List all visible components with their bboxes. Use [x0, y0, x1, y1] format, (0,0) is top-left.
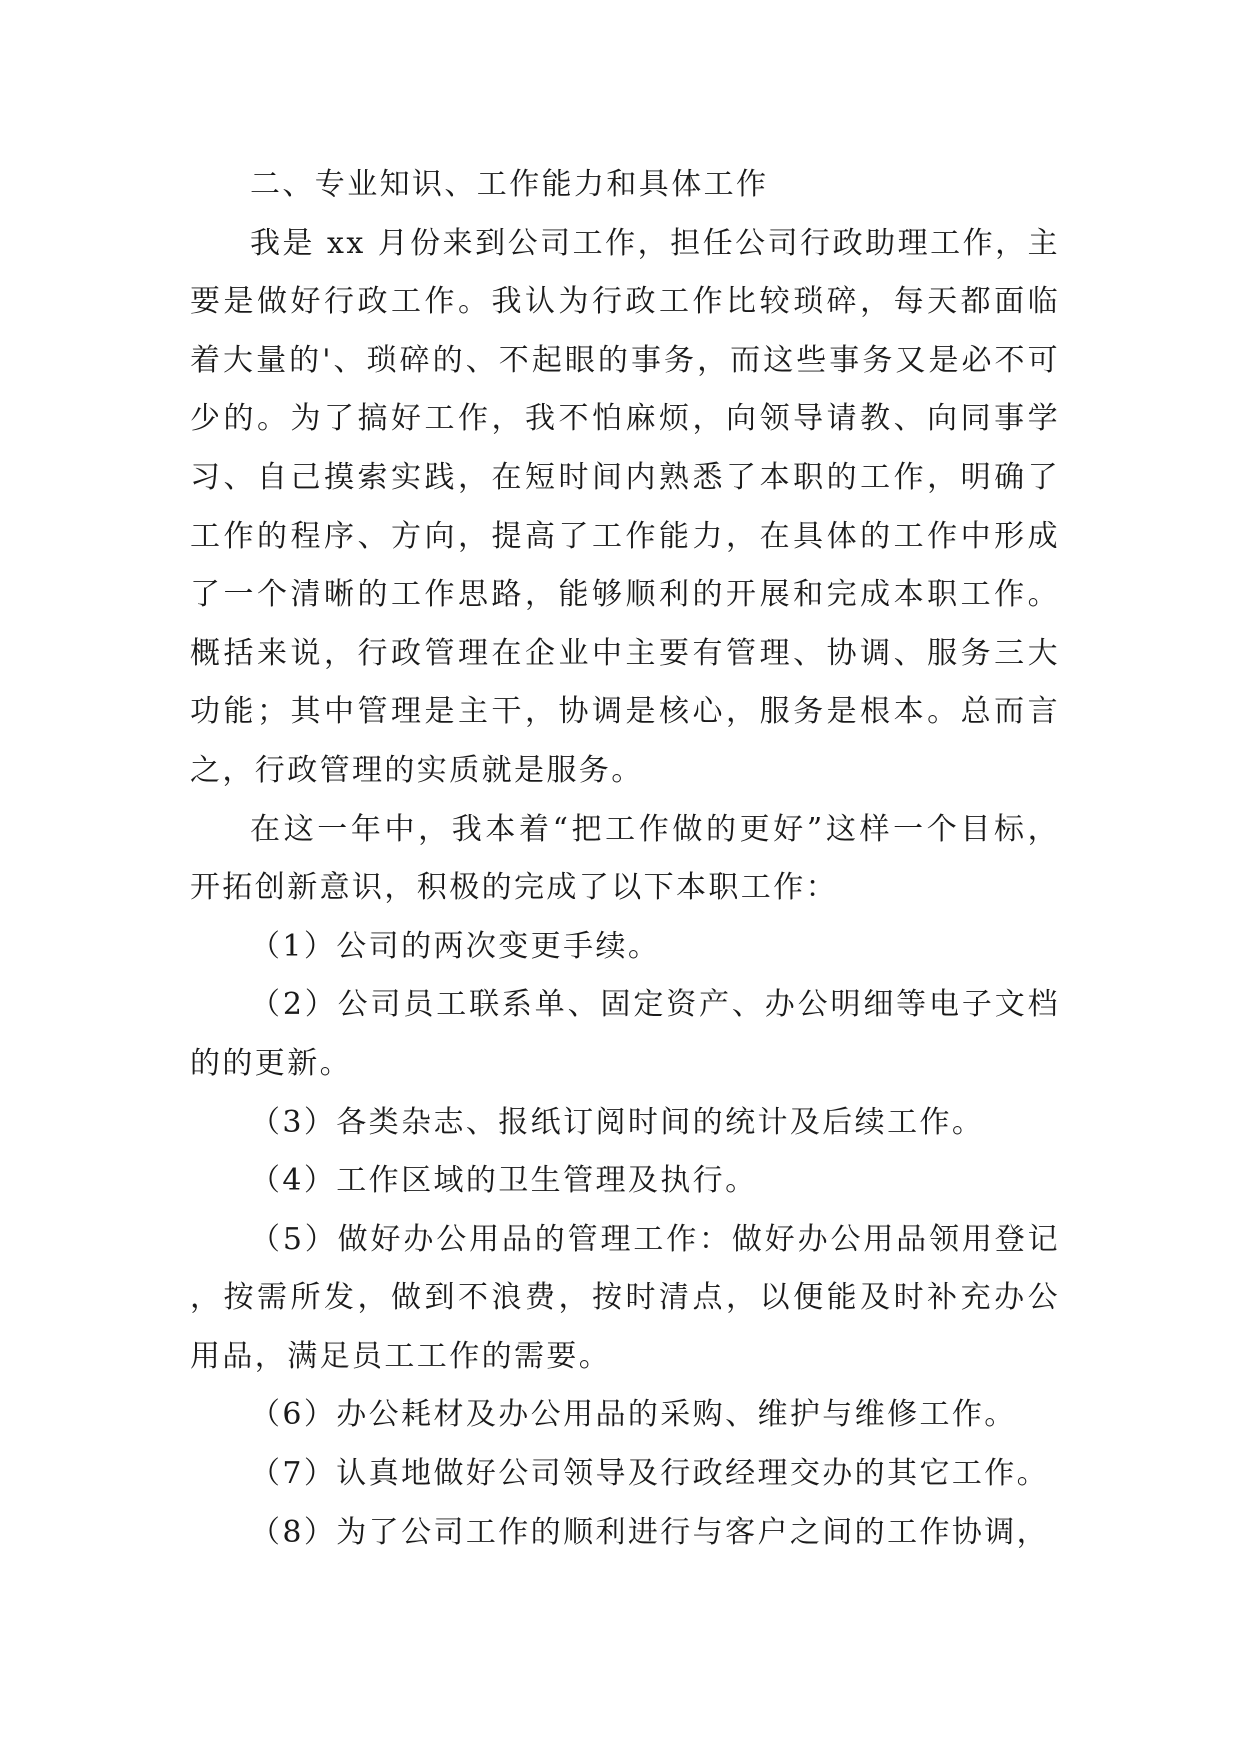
list-item-7: （7）认真地做好公司领导及行政经理交办的其它工作。	[250, 1456, 1050, 1492]
list-item-6: （6）办公耗材及办公用品的采购、维护与维修工作。	[250, 1397, 1017, 1433]
list-item-2: （2）公司员工联系单、固定资产、办公明细等电子文档的的更新。	[190, 987, 1060, 1081]
list-item-3: （3）各类杂志、报纸订阅时间的统计及后续工作。	[250, 1104, 985, 1140]
section-heading: 二、专业知识、工作能力和具体工作	[250, 167, 769, 202]
list-item-1: （1）公司的两次变更手续。	[250, 928, 661, 964]
paragraph-goal: 在这一年中，我本着“把工作做的更好”这样一个目标，开拓创新意识，积极的完成了以下本职工作：	[190, 811, 1060, 906]
paragraph-intro: 我是 xx 月份来到公司工作，担任公司行政助理工作，主要是做好行政工作。我认为行政工作比较琐碎，每天都面临着大量的'、琐碎的、不起眼的事务，而这些事务又是必不可少的。为了搞好工作，我不怕麻烦，向领导请教、向同事学习、自己摸索实践，在短时间内熟悉了本职的工作，明确了工作的程序、方向，提高了工作能力，在具体的工作中形成了一个清晰的工作思路，能够顺利的开展和完成本职工作。概括来说，行政管理在企业中主要有管理、协调、服务三大功能；其中管理是主干，协调是核心，服务是根本。总而言之，行政管理的实质就是服务。	[190, 225, 1060, 788]
list-item-5: （5）做好办公用品的管理工作：做好办公用品领用登记，按需所发，做到不浪费，按时清点，以便能及时补充办公用品，满足员工工作的需要。	[190, 1221, 1060, 1374]
list-item-4: （4）工作区域的卫生管理及执行。	[250, 1163, 758, 1199]
list-item-8: （8）为了公司工作的顺利进行与客户之间的工作协调，	[250, 1514, 1050, 1550]
document-body	[190, 156, 1060, 1562]
